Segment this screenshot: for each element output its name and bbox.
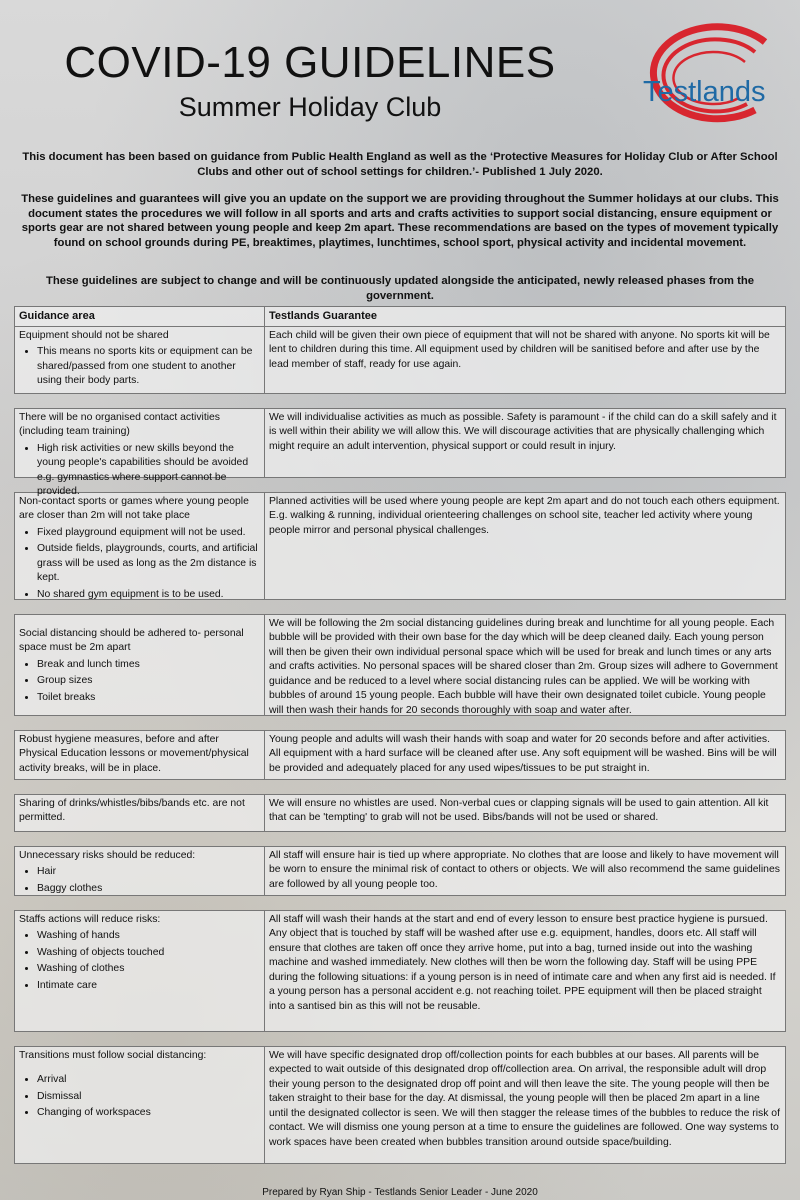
guarantee-text: All staff will ensure hair is tied up where appropriate. No clothes that are loose and likely to have movement will be worn to ensure the minimal risk of contact to others or objects. We will also recommend the same guidelines are followed by all young people too. <box>269 849 780 890</box>
guidance-bullet: • Intimate care <box>37 979 260 994</box>
guarantee-text: We will ensure no whistles are used. Non-verbal cues or clapping signals will be used to gain attention. All kit that can be 'tempting' to grab will not be used. Bibs/bands will not be used or shared. <box>269 797 769 823</box>
intro-paragraph-2: These guidelines and guarantees will give you an update on the support we are providing throughout the Summer holidays at our clubs. This document states the procedures we will follow in all sports and arts and crafts activities to support social distancing, ensure equipment or sports gear are not shared between young people and keep 2m apart. These recommendations are based on the types of movement typically found on school grounds during PE, breaktimes, playtimes, lunchtimes, school sport, physical activity and incidental movement. <box>21 193 779 249</box>
guidance-bullet: • This means no sports kits or equipment can be shared/passed from one student to another using their body parts. <box>37 345 260 389</box>
page-title: COVID-19 GUIDELINES <box>64 38 556 87</box>
guidance-bullet: • Toilet breaks <box>37 691 260 706</box>
guarantee-text: Young people and adults will wash their hands with soap and water for 20 seconds before and after activities. All equipment with a hard surface will be cleaned after use. Any soft equipment will be washed. Bins will be will be provided and adequately placed for any used wipes/tissues to be put straight in. <box>269 733 777 774</box>
table-row <box>14 1046 786 1164</box>
header-guidance-area: Guidance area <box>15 307 265 326</box>
guidance-bullets <box>19 929 260 993</box>
table-header <box>14 306 786 326</box>
guidance-bullets <box>19 865 260 896</box>
table-row <box>14 846 786 896</box>
guidance-bullet: • Washing of hands <box>37 929 260 944</box>
intro-paragraph-1: This document has been based on guidance from Public Health England as well as the ‘Protective Measures for Holiday Club or After School Clubs and other out of school settings for children.’- Published 1 July 2020. <box>22 151 778 178</box>
guidance-bullet: • Washing of objects touched <box>37 946 260 961</box>
table-row <box>14 492 786 600</box>
logo-text: Testlands <box>643 76 766 108</box>
guidance-area: Social distancing should be adhered to- personal space must be 2m apart <box>19 627 244 653</box>
guidance-bullets <box>19 658 260 706</box>
guarantee-text: We will have specific designated drop off/collection points for each bubbles at our bases. All parents will be expected to wait outside of this designated drop off/collection area. On arrival, the responsible adult will drop their young person to the designated drop off point and will then leave the site. The young people will then be taken straight to their base for the day. At dismissal, the young people will then be placed 2m apart in a line until the designated collector is seen. We will then stagger the release times of the bubbles to reduce the risk of contact. We will dismiss one young person at a time to ensure the guidelines are followed. One way systems to work spaces have been created when bubbles transition around outside space/building. <box>269 1049 780 1148</box>
guidance-bullet: • Group sizes <box>37 674 260 689</box>
guidance-bullets <box>19 345 260 389</box>
header-testlands-guarantee: Testlands Guarantee <box>269 310 377 322</box>
guidance-bullet: • Outside fields, playgrounds, courts, and artificial grass will be used as long as the 2m distance is kept. <box>37 542 260 586</box>
guidance-bullets <box>19 526 260 603</box>
page-subtitle: Summer Holiday Club <box>178 92 442 122</box>
table-row <box>14 794 786 832</box>
guidance-area: Staffs actions will reduce risks: <box>19 913 161 925</box>
guidance-bullet: • Changing of workspaces <box>37 1106 260 1121</box>
guidance-table <box>14 306 786 1178</box>
table-row <box>14 730 786 780</box>
guarantee-text: We will be following the 2m social distancing guidelines during break and lunchtime for all young people. Each bubble will be provided with their own base for the day which will be deep cleaned daily. Each young person will then be given their own individual personal space which will be used for break and lunch times or any arts and crafts activities. No personal spaces will be shared closer than 2m. Group sizes will adhere to Government guidance and be reduced to a level where social distancing rules can be applied. We will be working with bubbles of around 15 young people. Each bubble will have their own designated toilet cubicle. Young people will then wash their hands for 20 seconds thoroughly with soap and water after. <box>269 617 778 716</box>
table-row <box>14 614 786 716</box>
guidance-bullet: • Washing of clothes <box>37 962 260 977</box>
guarantee-text: We will individualise activities as much as possible. Safety is paramount - if the child can do a skill safely and it is well within their ability we will allow this. We will discourage activities that are physically challenging which might require an adult intervention, physical support or could result in injury. <box>269 411 777 452</box>
guidance-area: Robust hygiene measures, before and after Physical Education lessons or movement/physical activity breaks, will be in place. <box>19 733 249 774</box>
guidance-area: Sharing of drinks/whistles/bibs/bands etc. are not permitted. <box>19 797 245 823</box>
guarantee-text: All staff will wash their hands at the start and end of every lesson to ensure best practice hygiene is pursued. Any object that is touched by staff will be washed after use e.g. equipment, handles, doors etc. All staff will ensure that clothes are taken off once they arrive home, put into a bag, turned inside out into the washing machine and washed immediately. New clothes will then be worn the following day. Staff will be using PPE during the following situations: if a young person is in need of intimate care and when any first aid is needed. If a young person has a personal accident e.g. not reaching toilet. PPE equipment will then be placed straight into a santised bin as this will not be reusable. <box>269 913 776 1012</box>
table-row <box>14 408 786 497</box>
guidance-bullets <box>19 442 260 500</box>
guidance-area: Non-contact sports or games where young people are closer than 2m will not take place <box>19 495 249 521</box>
guidance-bullet: • Baggy clothes <box>37 882 260 897</box>
guidance-area: Unnecessary risks should be reduced: <box>19 849 196 861</box>
guidance-bullet: • No shared gym equipment is to be used. <box>37 588 260 603</box>
footer-credit: Prepared by Ryan Ship - Testlands Senior Leader - June 2020 <box>262 1187 538 1198</box>
guidance-bullets <box>19 1073 260 1121</box>
testlands-logo <box>605 18 780 128</box>
guarantee-text: Each child will be given their own piece of equipment that will not be shared with anyone. No sports kit will be lent to children during this time. All equipment used by children will be sanitised before and after use by the lead member of staff, ready for use again. <box>269 329 770 370</box>
logo-swoosh-icon <box>605 18 780 128</box>
guarantee-text: Planned activities will be used where young people are kept 2m apart and do not touch each others equipment. E.g. walking & running, individual orienteering challenges on school site, teacher led activity where young people mirror and personal physical challenges. <box>269 495 780 536</box>
guidance-area: Equipment should not be shared <box>19 329 169 341</box>
intro-paragraph-3: These guidelines are subject to change and will be continuously updated alongside the anticipated, newly released phases from the government. <box>45 275 755 302</box>
guidance-bullet: • High risk activities or new skills beyond the young people's capabilities should be avoided e.g. gymnastics where support cannot be provided. <box>37 442 260 500</box>
guidance-bullet: • Fixed playground equipment will not be used. <box>37 526 260 541</box>
guidance-bullet: • Break and lunch times <box>37 658 260 673</box>
guidance-bullet: • Hair <box>37 865 260 880</box>
guidance-bullet: • Arrival <box>37 1073 260 1088</box>
table-row <box>14 326 786 394</box>
guidance-area: There will be no organised contact activities (including team training) <box>19 411 220 437</box>
guidance-bullet: • Dismissal <box>37 1090 260 1105</box>
guidance-area: Transitions must follow social distancing: <box>19 1049 207 1061</box>
table-row <box>14 910 786 1032</box>
